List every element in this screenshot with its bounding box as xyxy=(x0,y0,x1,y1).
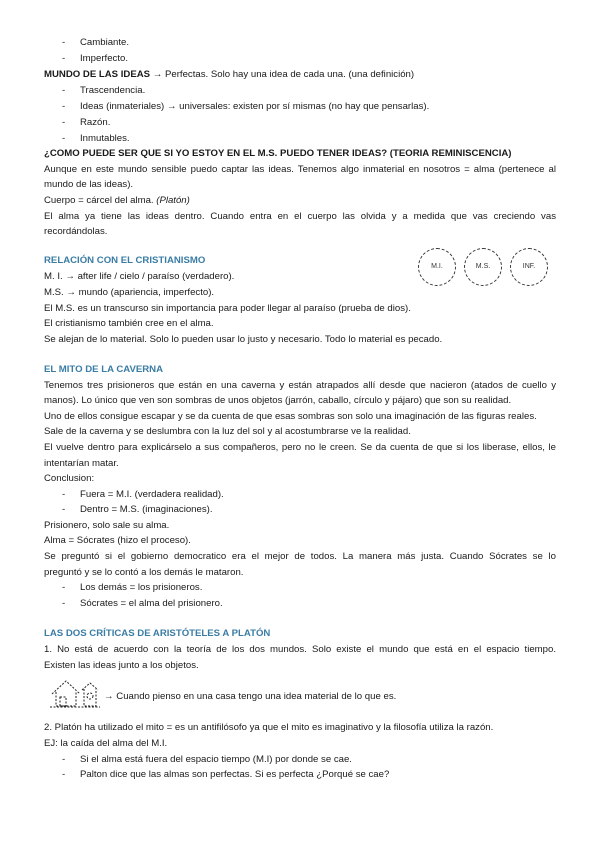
paragraph-line: Se alejan de lo material. Solo lo pueden usar lo justo y necesario. Todo lo material es pecado. xyxy=(44,334,443,345)
paragraph-line: intentarían matar. xyxy=(44,458,119,469)
list-dash: - xyxy=(62,504,66,515)
paragraph-line: M.S. → mundo (apariencia, imperfecto). xyxy=(44,287,215,298)
list-item: Palton dice que las almas son perfectas. Si es perfecta ¿Porqué se cae? xyxy=(80,769,390,780)
list-dash: - xyxy=(62,53,66,64)
section-heading-caverna: EL MITO DE LA CAVERNA xyxy=(44,364,164,375)
paragraph-line: Existen las ideas junto a los objetos. xyxy=(44,660,199,671)
platon-ref: (Platón) xyxy=(156,195,190,206)
circle-ms: M.S. xyxy=(464,248,502,286)
section-heading-criticas: LAS DOS CRÍTICAS DE ARISTÓTELES A PLATÓN xyxy=(44,628,271,639)
paragraph-line: Prisionero, solo sale su alma. xyxy=(44,520,170,531)
paragraph-line: mundo de las ideas). xyxy=(44,179,134,190)
paragraph-line: El cristianismo también cree en el alma. xyxy=(44,318,214,329)
list-item: Fuera = M.I. (verdadera realidad). xyxy=(80,489,224,500)
list-dash: - xyxy=(62,101,66,112)
list-item: Razón. xyxy=(80,117,111,128)
list-dash: - xyxy=(62,85,66,96)
list-dash: - xyxy=(62,598,66,609)
paragraph-line: EJ: la caída del alma del M.I. xyxy=(44,738,168,749)
paragraph-line: Alma = Sócrates (hizo el proceso). xyxy=(44,535,191,546)
paragraph-line: manos). Lo único que ven son sombras de unos objetos (jarrón, caballo, círculo y pájaro) que son su realidad. xyxy=(44,395,512,406)
list-item: Imperfecto. xyxy=(80,53,128,64)
circle-mi: M.I. xyxy=(418,248,456,286)
paragraph-line: Aunque en este mundo sensible puedo captar las ideas. Tenemos algo inmaterial en nosotros = alma (pertenece al xyxy=(44,164,556,175)
paragraph-line: El M.S. es un transcurso sin importancia para poder llegar al paraíso (prueba de dios). xyxy=(44,303,411,314)
list-dash: - xyxy=(62,117,66,128)
cuerpo-line xyxy=(44,195,190,207)
paragraph-line: Tenemos tres prisioneros que están en una caverna y están atrapados allí desde que nacieron (atados de cuello y xyxy=(44,380,556,391)
list-item: Si el alma está fuera del espacio tiempo (M.I) por donde se cae. xyxy=(80,754,352,765)
list-dash: - xyxy=(62,489,66,500)
paragraph-line: Se preguntó si el gobierno democratico era el mejor de todos. La manera más justa. Cuando Sócrates se lo xyxy=(44,551,556,562)
paragraph-line: El alma ya tiene las ideas dentro. Cuando entra en el cuerpo las olvida y a medida que vas creciendo vas xyxy=(44,211,556,222)
paragraph-line: M. I. → after life / cielo / paraíso (verdadero). xyxy=(44,271,235,282)
reminiscencia-question: ¿COMO PUEDE SER QUE SI YO ESTOY EN EL M.S. PUEDO TENER IDEAS? (TEORIA REMINISCENCIA) xyxy=(44,148,512,159)
list-item: Cambiante. xyxy=(80,37,130,48)
list-item: Inmutables. xyxy=(80,133,130,144)
house-sketch-icon xyxy=(48,676,102,710)
list-dash: - xyxy=(62,582,66,593)
paragraph-line: Sale de la caverna y se deslumbra con la luz del sol y al acostumbrarse ve la realidad. xyxy=(44,426,411,437)
section-heading-cristianismo: RELACIÓN CON EL CRISTIANISMO xyxy=(44,255,206,266)
cuerpo-text: Cuerpo = cárcel del alma. xyxy=(44,195,157,206)
paragraph-line: 2. Platón ha utilizado el mito = es un antifilósofo ya que el mito es imaginativo y la filosofía utiliza la razón. xyxy=(44,722,494,733)
list-item: Los demás = los prisioneros. xyxy=(80,582,203,593)
list-dash: - xyxy=(62,754,66,765)
conclusion-label: Conclusion: xyxy=(44,473,95,484)
paragraph-line: recordándolas. xyxy=(44,226,108,237)
paragraph-line: 1. No está de acuerdo con la teoría de los dos mundos. Solo existe el mundo que está en el espacio tiempo. xyxy=(44,644,556,655)
mundo-ideas-desc: → Perfectas. Solo hay una idea de cada una. (una definición) xyxy=(150,69,415,80)
house-caption: → Cuando pienso en una casa tengo una idea material de lo que es. xyxy=(104,691,397,702)
mundo-ideas-line xyxy=(44,69,414,81)
list-item: Dentro = M.S. (imaginaciones). xyxy=(80,504,213,515)
mundo-ideas-title: MUNDO DE LAS IDEAS xyxy=(44,69,151,80)
list-dash: - xyxy=(62,769,66,780)
paragraph-line: Uno de ellos consigue escapar y se da cuenta de que esas sombras son solo una imaginación de las figuras reales. xyxy=(44,411,537,422)
list-dash: - xyxy=(62,37,66,48)
list-dash: - xyxy=(62,133,66,144)
list-item: Ideas (inmateriales) → universales: existen por sí mismas (no hay que pensarlas). xyxy=(80,101,430,112)
list-item: Trascendencia. xyxy=(80,85,146,96)
paragraph-line: preguntó y se lo contó a los demás le mataron. xyxy=(44,567,244,578)
paragraph-line: El vuelve dentro para explicárselo a sus compañeros, pero no le creen. Se da cuenta de que si los liberase, ellos, le xyxy=(44,442,556,453)
list-item: Sócrates = el alma del prisionero. xyxy=(80,598,223,609)
circle-inf: INF. xyxy=(510,248,548,286)
